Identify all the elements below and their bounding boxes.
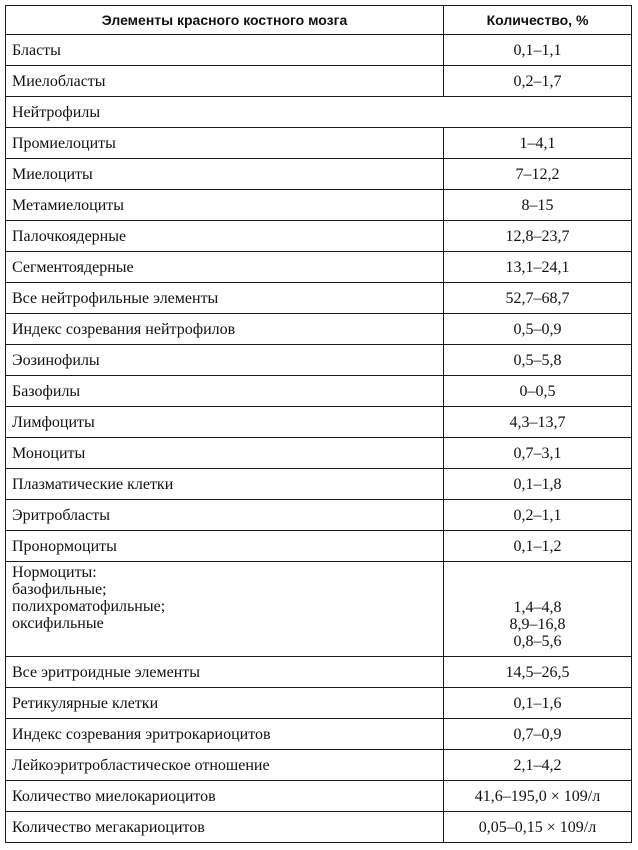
row-name: Эритробласты [6, 500, 444, 531]
table-row [6, 500, 632, 531]
row-value: 1–4,1 [444, 128, 632, 159]
bone-marrow-table [5, 5, 632, 843]
table-row [6, 719, 632, 750]
row-value: 0,5–0,9 [444, 314, 632, 345]
normocytes-title: Нормоциты: [12, 564, 97, 581]
normocytes-values [444, 562, 632, 657]
row-name: Эозинофилы [6, 345, 444, 376]
normocytes-sub-value: 1,4–4,8 [513, 599, 562, 616]
table-row [6, 531, 632, 562]
row-value: 0,7–3,1 [444, 438, 632, 469]
table-row-section [6, 97, 632, 128]
row-value: 0,1–1,1 [444, 35, 632, 66]
table-row [6, 781, 632, 812]
row-value: 41,6–195,0 × 109/л [444, 781, 632, 812]
table-row [6, 314, 632, 345]
normocytes-sub-value: 0,8–5,6 [513, 633, 562, 650]
row-name: Палочкоядерные [6, 221, 444, 252]
table-row [6, 376, 632, 407]
row-name: Индекс созревания нейтрофилов [6, 314, 444, 345]
row-name: Сегментоядерные [6, 252, 444, 283]
table-row [6, 345, 632, 376]
row-name: Пронормоциты [6, 531, 444, 562]
table-row [6, 812, 632, 843]
row-value: 0–0,5 [444, 376, 632, 407]
table-row-normocytes [6, 562, 632, 657]
table-row [6, 35, 632, 66]
table-row [6, 688, 632, 719]
table-row [6, 438, 632, 469]
table-row [6, 159, 632, 190]
row-value: 0,1–1,2 [444, 531, 632, 562]
section-label-neutrophils: Нейтрофилы [6, 97, 632, 128]
row-name: Миелобласты [6, 66, 444, 97]
header-elements: Элементы красного костного мозга [6, 6, 444, 35]
table-row [6, 128, 632, 159]
row-name: Все нейтрофильные элементы [6, 283, 444, 314]
normocytes-sub-value: 8,9–16,8 [509, 616, 566, 633]
table-row [6, 469, 632, 500]
row-value: 12,8–23,7 [444, 221, 632, 252]
normocytes-sub-name: полихроматофильные; [12, 598, 166, 615]
row-value: 0,1–1,8 [444, 469, 632, 500]
row-value: 13,1–24,1 [444, 252, 632, 283]
row-value: 14,5–26,5 [444, 657, 632, 688]
normocytes-names [6, 562, 444, 657]
row-name: Моноциты [6, 438, 444, 469]
table-row [6, 750, 632, 781]
row-value: 0,2–1,1 [444, 500, 632, 531]
row-value: 0,5–5,8 [444, 345, 632, 376]
table-row [6, 407, 632, 438]
table-row [6, 252, 632, 283]
row-value: 0,05–0,15 × 109/л [444, 812, 632, 843]
row-name: Количество миелокариоцитов [6, 781, 444, 812]
row-name: Ретикулярные клетки [6, 688, 444, 719]
table-row [6, 190, 632, 221]
row-name: Базофилы [6, 376, 444, 407]
row-name: Плазматические клетки [6, 469, 444, 500]
row-name: Все эритроидные элементы [6, 657, 444, 688]
row-name: Метамиелоциты [6, 190, 444, 221]
row-name: Бласты [6, 35, 444, 66]
row-name: Количество мегакариоцитов [6, 812, 444, 843]
row-name: Лейкоэритробластическое отношение [6, 750, 444, 781]
row-value: 52,7–68,7 [444, 283, 632, 314]
table-row [6, 283, 632, 314]
row-value: 2,1–4,2 [444, 750, 632, 781]
row-name: Миелоциты [6, 159, 444, 190]
row-value: 0,2–1,7 [444, 66, 632, 97]
row-name: Лимфоциты [6, 407, 444, 438]
row-name: Промиелоциты [6, 128, 444, 159]
normocytes-sub-name: оксифильные [12, 615, 104, 632]
table-row [6, 657, 632, 688]
row-value: 4,3–13,7 [444, 407, 632, 438]
normocytes-sub-name: базофильные; [12, 581, 107, 598]
row-value: 7–12,2 [444, 159, 632, 190]
table-header-row [6, 6, 632, 35]
table-row [6, 66, 632, 97]
table-row [6, 221, 632, 252]
row-name: Индекс созревания эритрокариоцитов [6, 719, 444, 750]
row-value: 0,7–0,9 [444, 719, 632, 750]
header-quantity: Количество, % [444, 6, 632, 35]
row-value: 0,1–1,6 [444, 688, 632, 719]
row-value: 8–15 [444, 190, 632, 221]
